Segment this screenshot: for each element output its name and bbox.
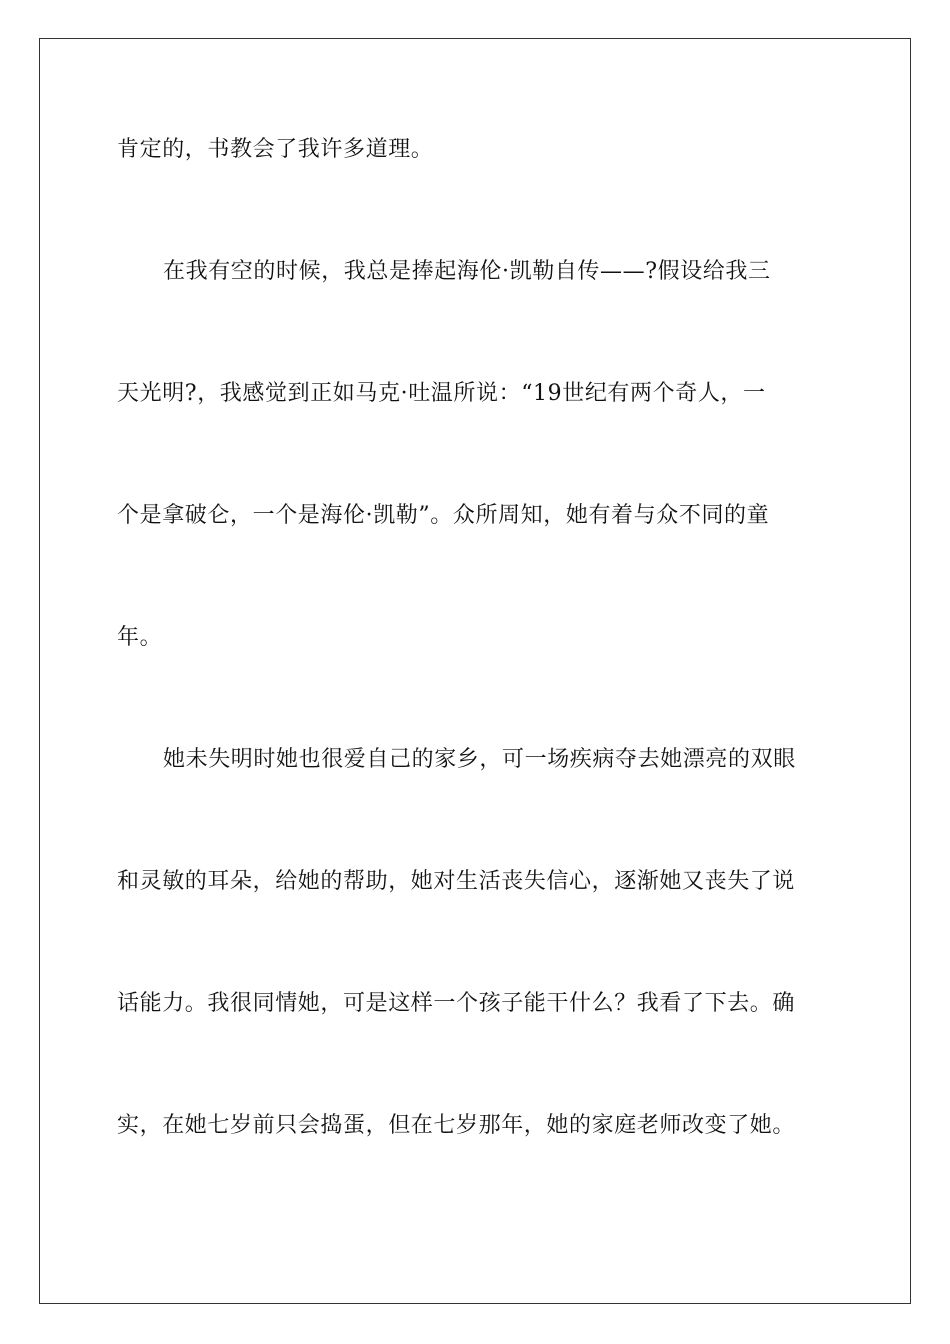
paragraph-start-line: 在我有空的时候，我总是捧起海伦·凯勒自传——?假设给我三 [163, 259, 771, 284]
text-line: 实，在她七岁前只会捣蛋，但在七岁那年，她的家庭老师改变了她。 [117, 1113, 796, 1138]
text-line: 话能力。我很同情她，可是这样一个孩子能干什么？我看了下去。确 [117, 991, 796, 1016]
text-line: 天光明?，我感觉到正如马克·吐温所说：“19世纪有两个奇人，一 [117, 381, 766, 406]
paragraph-start-line: 她未失明时她也很爱自己的家乡，可一场疾病夺去她漂亮的双眼 [163, 747, 796, 772]
text-line: 个是拿破仑，一个是海伦·凯勒”。众所周知，她有着与众不同的童 [117, 503, 770, 528]
text-line: 年。 [117, 625, 163, 650]
text-line: 和灵敏的耳朵，给她的帮助，她对生活丧失信心，逐渐她又丧失了说 [117, 869, 796, 894]
text-line: 肯定的，书教会了我许多道理。 [117, 137, 434, 162]
